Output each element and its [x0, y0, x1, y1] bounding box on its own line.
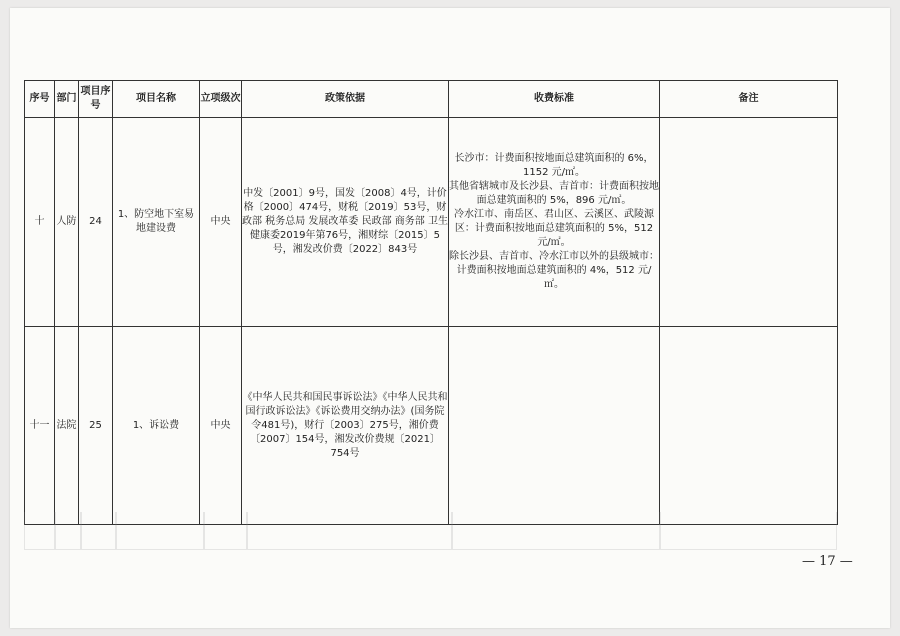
header-remark: 备注 [660, 81, 838, 118]
cell-name: 1、防空地下室易地建设费 [113, 118, 200, 327]
cell-name: 1、诉讼费 [113, 327, 200, 525]
bleed-through-row [24, 512, 837, 550]
cell-basis: 中发〔2001〕9号，国发〔2008〕4号，计价格〔2000〕474号，财税〔2019〕53号，财政部 税务总局 发展改革委 民政部 商务部 卫生健康委2019年第76号，湘财综〔2015〕5号，湘发改价费〔2022〕843号 [242, 118, 449, 327]
header-item-no: 项目序号 [79, 81, 113, 118]
table-row [25, 118, 838, 327]
cell-level: 中央 [200, 118, 242, 327]
standard-line: 其他省辖城市及长沙县、吉首市：计费面积按地面总建筑面积的 5%，896 元/㎡。 [449, 181, 659, 206]
cell-standard [449, 327, 660, 525]
header-name: 项目名称 [113, 81, 200, 118]
table-row [25, 327, 838, 525]
standard-line: 冷水江市、南岳区、君山区、云溪区、武陵源区：计费面积按地面总建筑面积的 5%，512 元/㎡。 [454, 209, 654, 248]
page-number: — 17 — [802, 554, 853, 569]
standard-line: 除长沙县、吉首市、冷水江市以外的县级城市：计费面积按地面总建筑面积的 4%，512 元/㎡。 [449, 251, 659, 290]
cell-remark [660, 327, 838, 525]
cell-seq: 十一 [25, 327, 55, 525]
cell-standard [449, 118, 660, 327]
cell-dept: 法院 [55, 327, 79, 525]
header-standard: 收费标准 [449, 81, 660, 118]
cell-item-no: 24 [79, 118, 113, 327]
cell-item-no: 25 [79, 327, 113, 525]
cell-remark [660, 118, 838, 327]
table-header-row [25, 81, 838, 118]
cell-basis: 《中华人民共和国民事诉讼法》《中华人民共和国行政诉讼法》《诉讼费用交纳办法》(国务院令481号)，财行〔2003〕275号，湘价费〔2007〕154号，湘发改价费规〔2021〕754号 [242, 327, 449, 525]
header-basis: 政策依据 [242, 81, 449, 118]
header-level: 立项级次 [200, 81, 242, 118]
standard-line: 长沙市：计费面积按地面总建筑面积的 6%，1152 元/㎡。 [454, 153, 654, 178]
fee-table [24, 80, 838, 525]
cell-dept: 人防 [55, 118, 79, 327]
cell-seq: 十 [25, 118, 55, 327]
header-dept: 部门 [55, 81, 79, 118]
cell-level: 中央 [200, 327, 242, 525]
header-seq: 序号 [25, 81, 55, 118]
